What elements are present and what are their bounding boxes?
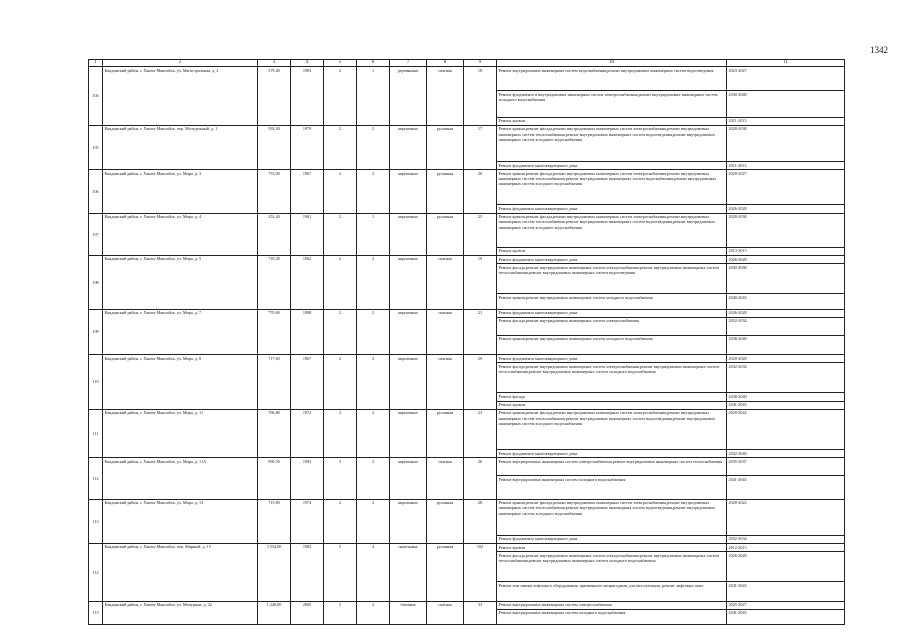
cell-area: 3 534,00: [258, 543, 291, 601]
work-item: Ремонт кровли: [497, 544, 726, 552]
work-period: 2026-2028: [727, 310, 844, 318]
work-item: Ремонт фундамента многоквартирного дома: [497, 256, 726, 264]
cell-floors: 5: [324, 543, 357, 601]
cell-roof: скатная: [427, 355, 464, 410]
cell-works: [497, 458, 727, 499]
cell-walls: панельные: [390, 543, 427, 601]
row-number: 114: [89, 543, 103, 601]
column-header: 4: [291, 60, 324, 67]
work-item: Ремонт внутридомовых инженерных систем водоснабжения,ремонт внутридомовых инженерных систем водоотведения: [497, 67, 726, 91]
work-item: Ремонт кровли: [498, 118, 525, 124]
work-period: 2038-2040: [728, 336, 747, 342]
work-period: 2026-2028: [727, 552, 844, 582]
cell-year: 1979: [291, 125, 324, 169]
cell-addr: Кондинский район, г. Ханты-Мансийск, ул. Мичурина, д. 42: [103, 601, 258, 624]
work-period: 2011-2013: [728, 118, 747, 124]
cell-periods: [727, 309, 845, 355]
cell-roof: рулонная: [427, 543, 464, 601]
cell-works: [497, 409, 727, 457]
cell-flats: 26: [464, 458, 497, 499]
cell-works: [497, 499, 727, 543]
cell-year: 2005: [291, 601, 324, 624]
row-number: 111: [89, 409, 103, 457]
cell-entr: 1: [357, 67, 390, 126]
cell-addr: Кондинский район, г. Ханты-Мансийск, ул. Мира, д. 11А: [103, 458, 258, 499]
cell-works: [497, 601, 727, 624]
cell-walls: кирпичные: [390, 409, 427, 457]
work-item: Ремонт фасада,ремонт внутридомовых инженерных систем электроснабжения,ремонт внутридомовых инженерных систем теплоснабжения,ремонт внутридомовых инженерных систем водоотведения: [497, 264, 726, 294]
work-period: 2032-2034: [728, 536, 747, 542]
work-item: Ремонт фасада,ремонт внутридомовых инженерных систем электроснабжения,ремонт внутридомовых инженерных систем теплоснабжения,ремонт внутридомовых инженерных систем холодного водоснабжения: [497, 363, 726, 393]
work-period: 2020-2027: [727, 170, 844, 205]
work-item: Ремонт крыши,ремонт внутридомовых инженерных систем холодного водоснабжения: [498, 294, 653, 300]
cell-year: 1962: [291, 255, 324, 309]
cell-year: 1967: [291, 170, 324, 213]
work-item: Ремонт фундамента многоквартирного дома: [498, 162, 578, 168]
column-header: 2: [103, 60, 258, 67]
work-period: 2011-2013: [728, 162, 747, 168]
table-row: [89, 458, 845, 499]
cell-flats: 23: [464, 409, 497, 457]
work-item: Ремонт кровли: [498, 402, 525, 408]
work-item: Ремонт кровли: [498, 248, 525, 254]
row-number: 104: [89, 67, 103, 126]
work-period: 2013-2015: [728, 248, 747, 254]
cell-year: 1993: [291, 458, 324, 499]
work-period: 2020-2022: [727, 410, 844, 450]
cell-area: 990,50: [258, 458, 291, 499]
cell-roof: скатная: [427, 601, 464, 624]
cell-year: 1967: [291, 355, 324, 410]
table-row: [89, 213, 845, 255]
cell-walls: кирпичные: [390, 255, 427, 309]
cell-works: [497, 309, 727, 355]
table-row: [89, 409, 845, 457]
column-header: 9: [464, 60, 497, 67]
row-number: 105: [89, 125, 103, 169]
row-number: 115: [89, 601, 103, 624]
cell-roof: скатная: [427, 67, 464, 126]
work-period: 2026-2028: [727, 256, 844, 264]
cell-periods: [727, 355, 845, 410]
cell-area: 770,60: [258, 309, 291, 355]
work-period: 2030-2048: [727, 91, 844, 117]
work-period: 2041-2043: [728, 476, 747, 482]
cell-roof: рулонная: [427, 170, 464, 213]
cell-area: 706,80: [258, 409, 291, 457]
cell-floors: 2: [324, 255, 357, 309]
table-row: [89, 499, 845, 543]
work-period: 2020-2038: [727, 126, 844, 162]
work-item: Ремонт крыши,ремонт внутридомовых инженерных систем холодного водоснабжения: [498, 336, 653, 342]
work-period: 2012-2015: [727, 544, 844, 552]
cell-entr: 1: [357, 213, 390, 255]
cell-entr: 2: [357, 409, 390, 457]
cell-entr: 4: [357, 543, 390, 601]
work-item: Ремонт крыши,ремонт фасада,ремонт внутридомовых инженерных систем электроснабжения,ремонт внутридомовых инженерных систем теплоснабжения,ремонт внутридомовых инженерных систем водоотведения,ремонт внутридомовых инженерных систем холодного водоснабжения: [497, 410, 726, 450]
work-item: Ремонт фундамента многоквартирного дома: [498, 205, 578, 211]
column-header: 8: [427, 60, 464, 67]
row-number: 113: [89, 499, 103, 543]
cell-roof: рулонная: [427, 499, 464, 543]
cell-floors: 2: [324, 213, 357, 255]
capital-repair-table: [88, 59, 845, 625]
column-header: 10: [497, 60, 727, 67]
cell-addr: Кондинский район, г. Ханты-Мансийск, пер. Молодежный, д. 1: [103, 125, 258, 169]
cell-walls: кирпичные: [390, 458, 427, 499]
column-header: 1: [89, 60, 103, 67]
cell-walls: кирпичные: [390, 355, 427, 410]
cell-periods: [727, 601, 845, 624]
cell-area: 715,80: [258, 499, 291, 543]
table-row: [89, 355, 845, 410]
cell-periods: [727, 409, 845, 457]
row-number: 110: [89, 355, 103, 410]
work-item: Ремонт фундамента многоквартирного дома: [497, 310, 726, 318]
cell-year: 1972: [291, 409, 324, 457]
work-period: 2032-2040: [728, 450, 747, 456]
cell-roof: скатная: [427, 458, 464, 499]
cell-works: [497, 543, 727, 601]
work-item: Ремонт крыши,ремонт фасада,ремонт внутридомовых инженерных систем электроснабжения,ремонт внутридомовых инженерных систем теплоснабжения,ремонт внутридомовых инженерных систем водоснабжения,ремонт внутридомовых инженерных систем холодного водоснабжения: [497, 170, 726, 205]
cell-entr: 2: [357, 458, 390, 499]
cell-addr: Кондинский район, г. Ханты-Мансийск, ул. Мира, д. 7: [103, 309, 258, 355]
cell-entr: 2: [357, 601, 390, 624]
cell-area: 379,40: [258, 67, 291, 126]
cell-area: 718,30: [258, 255, 291, 309]
cell-walls: деревянные: [390, 67, 427, 126]
work-item: Ремонт или замена лифтового оборудования, признанного непригодным для эксплуатации, ремонт лифтовых шахт: [498, 582, 704, 588]
cell-floors: 2: [324, 309, 357, 355]
work-period: 2041-2043: [728, 402, 747, 408]
cell-addr: Кондинский район, г. Ханты-Мансийск, ул. Магистральная, д. 2: [103, 67, 258, 126]
cell-periods: [727, 67, 845, 126]
table-row: [89, 601, 845, 624]
cell-roof: рулонная: [427, 409, 464, 457]
cell-addr: Кондинский район, г. Ханты-Мансийск, пер. Мирный, д. 15: [103, 543, 258, 601]
cell-walls: кирпичные: [390, 499, 427, 543]
cell-walls: кирпичные: [390, 170, 427, 213]
work-period: 2020-2022: [727, 500, 844, 536]
work-period: 2035-2037: [727, 458, 844, 476]
cell-entr: 2: [357, 125, 390, 169]
work-item: Ремонт внутридомовых инженерных систем холодного водоснабжения: [498, 610, 626, 616]
work-item: Ремонт крыши,ремонт фасада,ремонт внутридомовых инженерных систем электроснабжения,ремонт внутридомовых инженерных систем теплоснабжения,ремонт внутридомовых инженерных систем водоотведения,ремонт внутридомовых инженерных систем холодного водоснабжения: [497, 126, 726, 162]
header-row: [89, 60, 845, 67]
table-row: [89, 67, 845, 126]
cell-entr: 2: [357, 355, 390, 410]
cell-walls: кирпичные: [390, 309, 427, 355]
cell-walls: блочные: [390, 601, 427, 624]
work-period: 2020-2038: [727, 214, 844, 248]
table-row: [89, 255, 845, 309]
table-row: [89, 543, 845, 601]
cell-floors: 2: [324, 67, 357, 126]
cell-flats: 29: [464, 355, 497, 410]
row-number: 109: [89, 309, 103, 355]
work-item: Ремонт внутридомовых инженерных систем холодного водоснабжения: [498, 476, 626, 482]
cell-area: 252,40: [258, 213, 291, 255]
column-header: 11: [727, 60, 845, 67]
cell-flats: 20: [464, 170, 497, 213]
table-row: [89, 125, 845, 169]
column-header: 7: [390, 60, 427, 67]
cell-flats: 21: [464, 309, 497, 355]
cell-area: 717,60: [258, 355, 291, 410]
work-item: Ремонт фасада,ремонт внутридомовых инженерных систем электроснабжения,ремонт внутридомовых инженерных систем теплоснабжения,ремонт внутридомовых инженерных систем холодного водоснабжения: [497, 552, 726, 582]
cell-year: 1961: [291, 213, 324, 255]
cell-flats: 25: [464, 213, 497, 255]
row-number: 112: [89, 458, 103, 499]
work-period: 2041-2043: [728, 582, 747, 588]
cell-flats: 17: [464, 125, 497, 169]
cell-flats: 18: [464, 67, 497, 126]
cell-works: [497, 255, 727, 309]
cell-addr: Кондинский район, г. Ханты-Мансийск, ул. Мира, д. 8: [103, 355, 258, 410]
cell-flats: 33: [464, 601, 497, 624]
work-period: 2020-2028: [727, 355, 844, 363]
cell-works: [497, 170, 727, 213]
work-item: Ремонт внутридомовых инженерных систем электроснабжения,ремонт внутридомовых инженерных систем теплоснабжения: [497, 458, 726, 476]
work-item: Ремонт фундамента многоквартирного дома: [497, 355, 726, 363]
cell-year: 1983: [291, 67, 324, 126]
row-number: 107: [89, 213, 103, 255]
cell-addr: Кондинский район, г. Ханты-Мансийск, ул. Мира, д. 11: [103, 409, 258, 457]
work-period: 2025-2027: [727, 602, 844, 610]
cell-floors: 3: [324, 601, 357, 624]
work-item: Ремонт внутридомовых инженерных систем электроснабжения: [497, 602, 726, 610]
cell-floors: 2: [324, 499, 357, 543]
cell-entr: 2: [357, 499, 390, 543]
cell-year: 1982: [291, 543, 324, 601]
cell-works: [497, 125, 727, 169]
cell-roof: рулонная: [427, 213, 464, 255]
cell-roof: скатная: [427, 255, 464, 309]
table-row: [89, 170, 845, 213]
cell-walls: кирпичные: [390, 125, 427, 169]
cell-floors: 3: [324, 458, 357, 499]
work-item: Ремонт фундамента многоквартирного дома: [498, 536, 578, 542]
column-header: 5: [324, 60, 357, 67]
cell-periods: [727, 458, 845, 499]
cell-periods: [727, 213, 845, 255]
cell-floors: 2: [324, 125, 357, 169]
cell-floors: 2: [324, 355, 357, 410]
cell-year: 1988: [291, 309, 324, 355]
cell-periods: [727, 125, 845, 169]
work-period: 2026-2028: [728, 205, 747, 211]
cell-flats: 19: [464, 255, 497, 309]
cell-entr: 2: [357, 309, 390, 355]
cell-addr: Кондинский район, г. Ханты-Мансийск, ул. Мира, д. 3: [103, 170, 258, 213]
work-item: Ремонт фасада,ремонт внутридомовых инженерных систем электроснабжения: [497, 318, 726, 336]
work-item: Ремонт крыши,ремонт фасада,ремонт внутридомовых инженерных систем электроснабжения,ремонт внутридомовых инженерных систем теплоснабжения,ремонт внутридомовых инженерных систем водоотведения,ремонт внутридомовых инженерных систем холодного водоснабжения: [497, 500, 726, 536]
cell-year: 1974: [291, 499, 324, 543]
cell-periods: [727, 255, 845, 309]
cell-addr: Кондинский район, г. Ханты-Мансийск, ул. Мира, д. 4: [103, 213, 258, 255]
table-row: [89, 309, 845, 355]
row-number: 106: [89, 170, 103, 213]
work-period: 2038-2040: [727, 393, 844, 401]
cell-area: 1 240,00: [258, 601, 291, 624]
cell-periods: [727, 499, 845, 543]
column-header: 3: [258, 60, 291, 67]
work-period: 2032-2034: [727, 318, 844, 336]
work-period: 2023-2027: [727, 67, 844, 91]
cell-addr: Кондинский район, г. Ханты-Мансийск, ул. Мира, д. 13: [103, 499, 258, 543]
work-item: Ремонт фундамента и внутридомовых инженерных систем электроснабжения,ремонт внутридомовых инженерных систем холодного водоснабжения: [497, 91, 726, 117]
cell-area: 592,30: [258, 125, 291, 169]
work-period: 2041-2043: [728, 610, 747, 616]
cell-flats: 102: [464, 543, 497, 601]
column-header: 6: [357, 60, 390, 67]
cell-entr: 2: [357, 255, 390, 309]
cell-entr: 2: [357, 170, 390, 213]
cell-floors: 2: [324, 409, 357, 457]
cell-periods: [727, 543, 845, 601]
cell-area: 733,00: [258, 170, 291, 213]
work-item: Ремонт фундамента многоквартирного дома: [498, 450, 578, 456]
work-period: 2040-2043: [728, 294, 747, 300]
work-period: 2032-2034: [727, 363, 844, 393]
cell-periods: [727, 170, 845, 213]
work-item: Ремонт фасада: [497, 393, 726, 401]
work-item: Ремонт крыши,ремонт фасада,ремонт внутридомовых инженерных систем электроснабжения,ремонт внутридомовых инженерных систем теплоснабжения,ремонт внутридомовых инженерных систем водоотведения,ремонт внутридомовых инженерных систем холодного водоснабжения: [497, 214, 726, 248]
cell-flats: 28: [464, 499, 497, 543]
cell-roof: рулонная: [427, 125, 464, 169]
cell-addr: Кондинский район, г. Ханты-Мансийск, ул. Мира, д. 5: [103, 255, 258, 309]
cell-works: [497, 355, 727, 410]
cell-works: [497, 67, 727, 126]
cell-works: [497, 213, 727, 255]
cell-roof: скатная: [427, 309, 464, 355]
work-period: 2030-2038: [727, 264, 844, 294]
cell-floors: 2: [324, 170, 357, 213]
page-number: 1342: [870, 45, 888, 55]
row-number: 108: [89, 255, 103, 309]
cell-walls: кирпичные: [390, 213, 427, 255]
